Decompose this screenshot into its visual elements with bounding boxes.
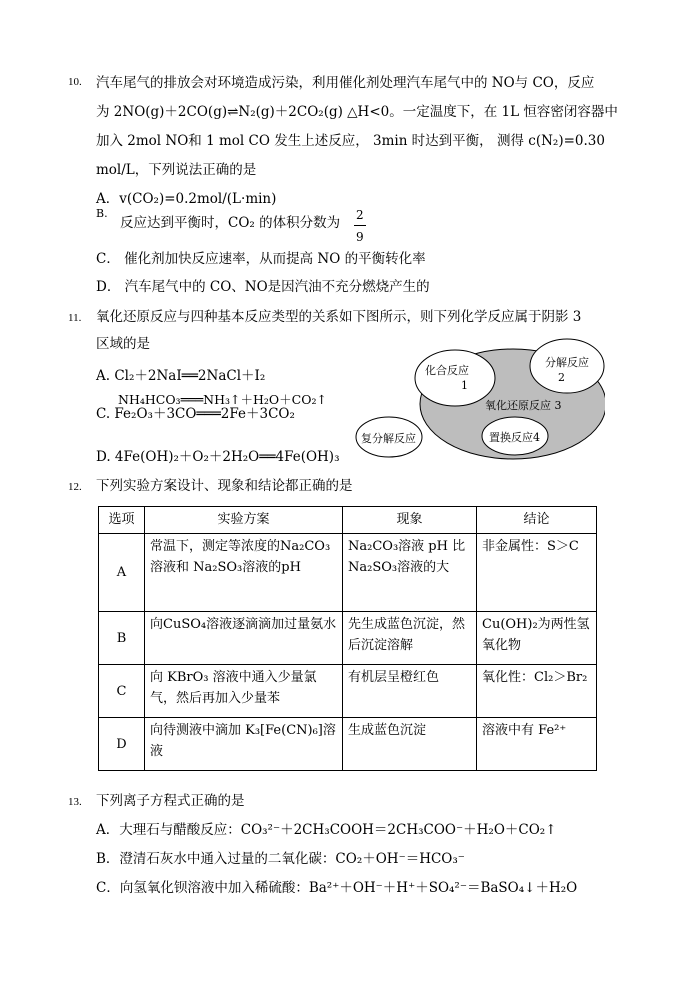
row-phenomenon: 有机层呈橙红色 [343,665,477,718]
header-plan: 实验方案 [145,507,343,534]
row-conclusion: 溶液中有 Fe²⁺ [477,718,597,771]
header-conclusion: 结论 [477,507,597,534]
table-row [99,612,597,665]
table-row [99,665,597,718]
row-phenomenon: 生成蓝色沉淀 [343,718,477,771]
region-2-label: 2 [558,371,565,384]
question-12-number: 12. [68,481,82,493]
q10-option-b-denominator: 9 [356,230,364,244]
q13-option-b: B．澄清石灰水中通入过量的二氧化碳：CO₂＋OH⁻＝HCO₃⁻ [96,851,465,867]
question-13-number: 13. [68,796,82,808]
table-header-row [99,507,597,534]
question-10-number: 10. [68,76,82,88]
q10-option-b-numerator: 2 [356,208,364,222]
combination-ellipse [415,350,495,406]
header-option: 选项 [99,507,145,534]
q10-option-b-text: 反应达到平衡时，CO₂ 的体积分数为 [120,215,341,231]
q10-stem-line1: 汽车尾气的排放会对环境造成污染，利用催化剂处理汽车尾气中的 NO与 CO，反应 [96,75,595,91]
q10-option-d: D． 汽车尾气中的 CO、NO是因汽油不充分燃烧产生的 [96,279,430,295]
q10-stem-line2: 为 2NO(g)＋2CO(g)⇌N₂(g)＋2CO₂(g) △H<0。一定温度下，在 1L 恒容密闭容器中 [96,104,618,120]
q12-stem: 下列实验方案设计、现象和结论都正确的是 [96,478,353,494]
row-option: A [99,534,145,612]
row-conclusion: 氧化性：Cl₂＞Br₂ [477,665,597,718]
q13-option-c: C．向氢氧化钡溶液中加入稀硫酸：Ba²⁺＋OH⁻＋H⁺＋SO₄²⁻＝BaSO₄↓＋H₂O [96,880,578,896]
q11-option-a: A. Cl₂＋2NaI══2NaCl＋I₂ [96,368,266,384]
q10-option-b-letter: B. [96,207,108,220]
displacement-reaction-label: 置换反应4 [489,431,540,444]
q11-stem-line1: 氧化还原反应与四种基本反应类型的关系如下图所示，则下列化学反应属于阴影 3 [96,309,582,325]
experiment-table [98,506,597,771]
question-11-number: 11. [68,312,82,324]
decomposition-reaction-label: 分解反应 [545,356,589,369]
redox-reaction-label: 氧化还原反应 3 [485,399,562,412]
q11-option-b: NH₄HCO₃═══NH₃↑＋H₂O＋CO₂↑ [118,392,327,407]
row-option: D [99,718,145,771]
q10-option-a: A．v(CO₂)=0.2mol/(L·min) [96,191,277,207]
table-row [99,534,597,612]
q10-option-c: C． 催化剂加快反应速率，从而提高 NO 的平衡转化率 [96,251,426,267]
q10-stem-line4: mol/L，下列说法正确的是 [96,162,257,178]
q11-option-c: C. Fe₂O₃＋3CO═══2Fe＋3CO₂ [96,406,295,422]
header-phenomenon: 现象 [343,507,477,534]
reaction-type-diagram [355,332,605,462]
row-option: C [99,665,145,718]
row-plan: 向CuSO₄溶液逐滴滴加过量氨水 [145,612,343,665]
row-plan: 向 KBrO₃ 溶液中通入少量氯气，然后再加入少量苯 [145,665,343,718]
row-phenomenon: Na₂CO₃溶液 pH 比Na₂SO₃溶液的大 [343,534,477,612]
q13-option-a: A．大理石与醋酸反应：CO₃²⁻＋2CH₃COOH＝2CH₃COO⁻＋H₂O＋CO₂↑ [96,822,557,838]
q13-stem: 下列离子方程式正确的是 [96,793,245,809]
row-plan: 常温下，测定等浓度的Na₂CO₃溶液和 Na₂SO₃溶液的pH [145,534,343,612]
double-decomposition-label: 复分解反应 [361,432,416,445]
row-conclusion: 非金属性：S＞C [477,534,597,612]
q10-stem-line3: 加入 2mol NO和 1 mol CO 发生上述反应， 3min 时达到平衡， 测得 c(N₂)=0.30 [96,133,605,149]
row-plan: 向待测液中滴加 K₃[Fe(CN)₆]溶液 [145,718,343,771]
row-conclusion: Cu(OH)₂为两性氢氧化物 [477,612,597,665]
row-option: B [99,612,145,665]
table-row [99,718,597,771]
combination-reaction-label: 化合反应 [425,364,469,377]
fraction-bar [354,225,366,226]
row-phenomenon: 先生成蓝色沉淀，然后沉淀溶解 [343,612,477,665]
q11-stem-line2: 区域的是 [96,336,150,352]
q11-option-d: D. 4Fe(OH)₂＋O₂＋2H₂O══4Fe(OH)₃ [96,449,340,465]
region-1-label: 1 [461,379,468,392]
